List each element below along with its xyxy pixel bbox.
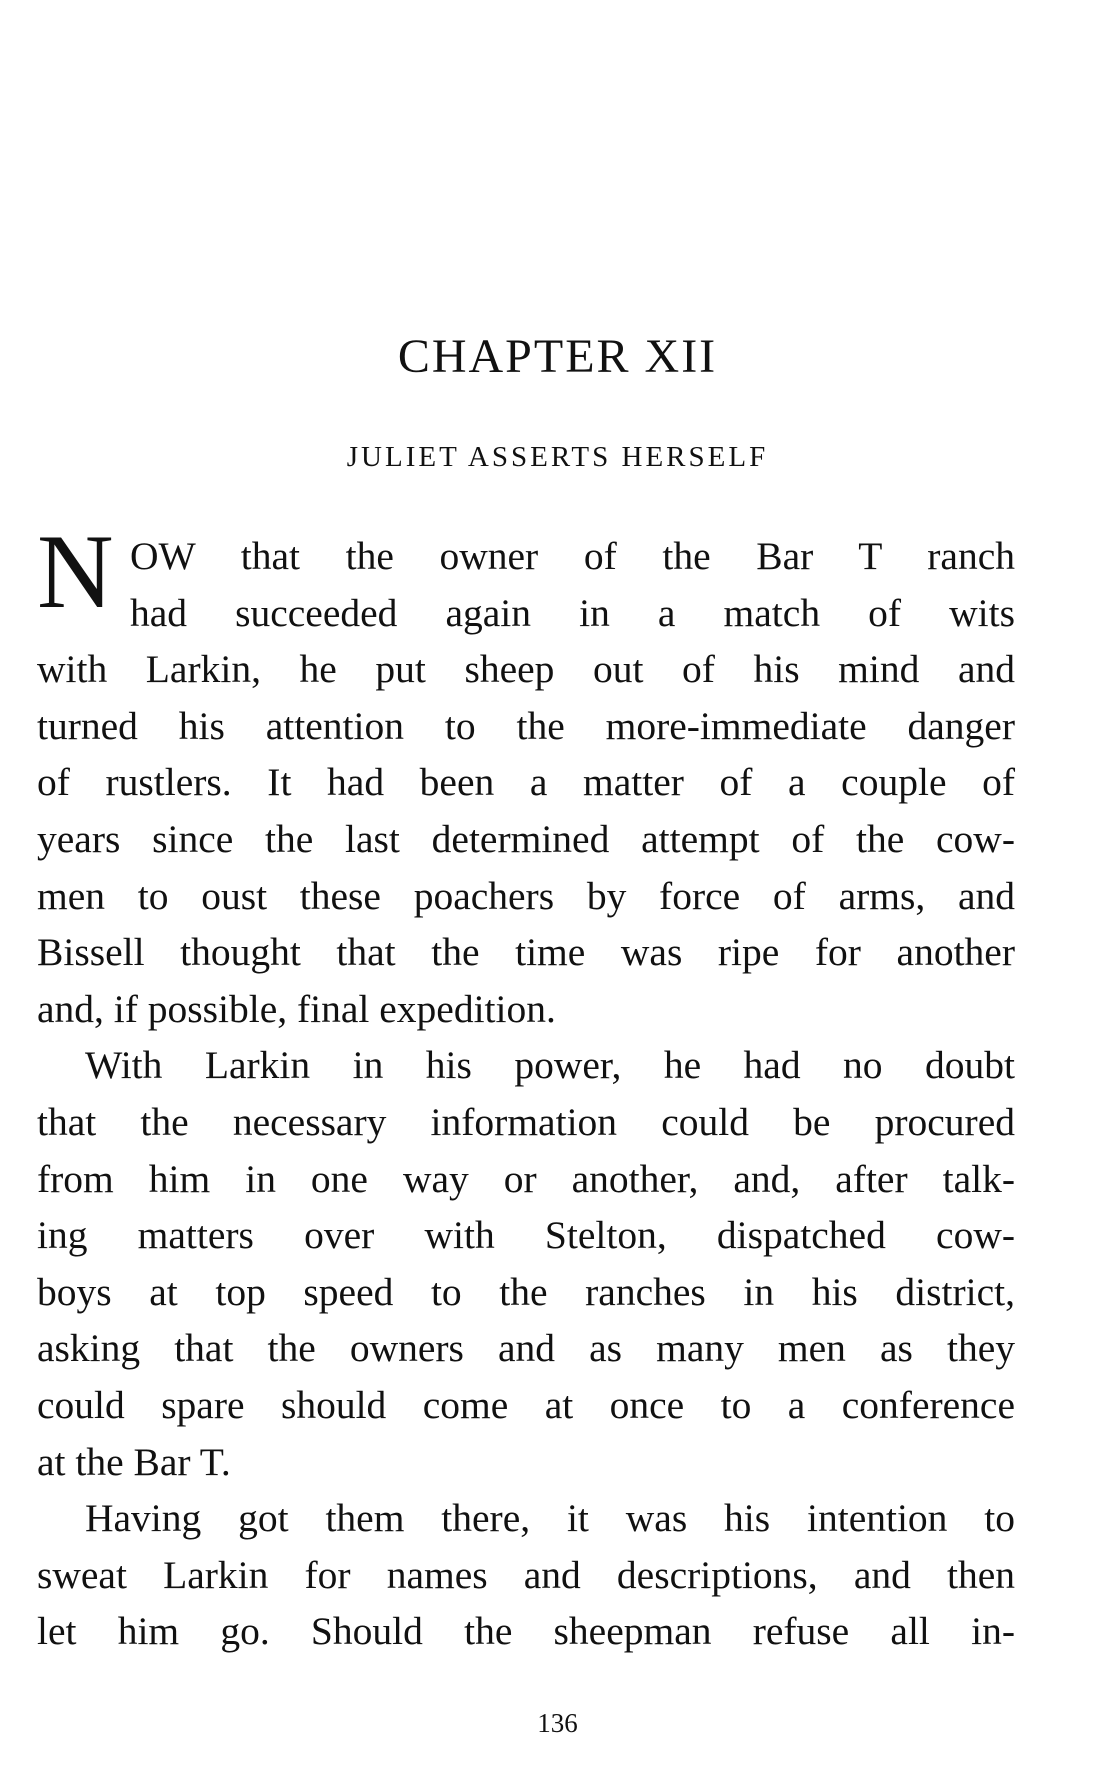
- chapter-subtitle: JULIET ASSERTS HERSELF: [346, 441, 769, 473]
- text-line: asking that the owners and as many men as they: [37, 1326, 1015, 1371]
- body-text: [37, 528, 1015, 1660]
- text-line: Having got them there, it was his intention to: [85, 1496, 1015, 1541]
- text-line: With Larkin in his power, he had no doubt: [85, 1043, 1015, 1088]
- text-line: turned his attention to the more-immediate danger: [37, 703, 1015, 748]
- text-line: that the necessary information could be procured: [37, 1099, 1015, 1144]
- text-line: OW that the owner of the Bar T ranch: [130, 534, 1015, 578]
- text-line: had succeeded again in a match of wits: [130, 590, 1015, 635]
- text-line: ing matters over with Stelton, dispatched cow-: [37, 1213, 1015, 1258]
- text-line: of rustlers. It had been a matter of a couple of: [37, 760, 1015, 805]
- drop-cap: N: [37, 513, 114, 630]
- text-line: from him in one way or another, and, after talk-: [37, 1156, 1015, 1201]
- chapter-title: CHAPTER XII: [397, 330, 718, 383]
- text-line: boys at top speed to the ranches in his district,: [37, 1269, 1015, 1314]
- text-line: years since the last determined attempt of the cow-: [37, 816, 1015, 861]
- page-number: 136: [537, 1708, 578, 1738]
- text-line: and, if possible, final expedition.: [37, 986, 556, 1031]
- text-line: Bissell thought that the time was ripe for another: [37, 930, 1015, 975]
- text-line: at the Bar T.: [37, 1439, 231, 1484]
- text-line: could spare should come at once to a conference: [37, 1382, 1015, 1427]
- text-line: men to oust these poachers by force of arms, and: [37, 873, 1015, 918]
- text-line: let him go. Should the sheepman refuse all in-: [37, 1609, 1015, 1654]
- text-line: with Larkin, he put sheep out of his mind and: [37, 647, 1015, 692]
- text-line: sweat Larkin for names and descriptions, and then: [37, 1552, 1015, 1597]
